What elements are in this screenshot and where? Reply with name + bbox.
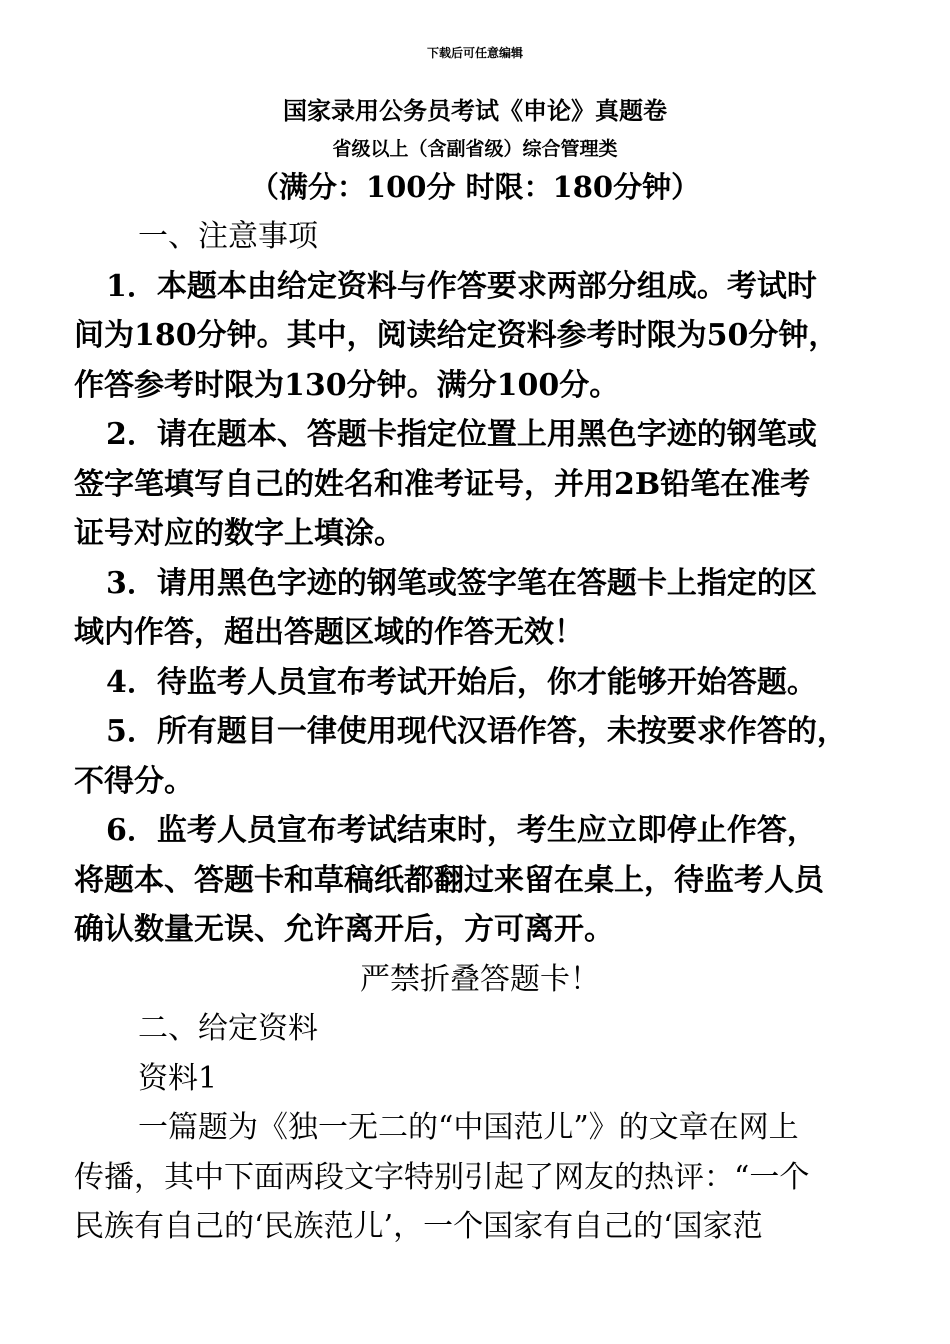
section-heading-notes: 一、注意事项 (138, 219, 318, 254)
notice-item-6-line-1: 6．监考人员宣布考试结束时，考生应立即停止作答， (106, 813, 817, 848)
notice-item-1-line-1: 1．本题本由给定资料与作答要求两部分组成。考试时 (106, 268, 817, 304)
notice-item-6-line-3: 确认数量无误、允许离开后，方可离开。 (74, 912, 614, 947)
material-paragraph-line-1: 一篇题为《独一无二的“中国范儿”》的文章在网上 (138, 1110, 799, 1145)
notice-item-1-line-2: 间为180分钟。其中，阅读给定资料参考时限为50分钟， (74, 318, 839, 353)
exam-subtitle: 省级以上（含副省级）综合管理类 (332, 138, 618, 160)
exam-title: 国家录用公务员考试《申论》真题卷 (283, 96, 667, 125)
score-time-limit: （满分：100分 时限：180分钟） (249, 170, 701, 204)
notice-item-2-line-2: 签字笔填写自己的姓名和准考证号，并用2B铅笔在准考 (74, 466, 811, 502)
notice-item-2-line-1: 2．请在题本、答题卡指定位置上用黑色字迹的钢笔或 (106, 417, 817, 452)
material-title: 资料1 (138, 1060, 218, 1096)
notice-item-3-line-2: 域内作答，超出答题区域的作答无效！ (74, 615, 584, 650)
notice-item-1-line-3: 作答参考时限为130分钟。满分100分。 (74, 367, 620, 403)
material-paragraph-line-2: 传播，其中下面两段文字特别引起了网友的热评：“一个 (74, 1159, 810, 1195)
material-paragraph-line-3: 民族有自己的‘民族范儿’，一个国家有自己的‘国家范 (74, 1209, 763, 1244)
notice-item-2-line-3: 证号对应的数字上填涂。 (74, 516, 404, 551)
section-heading-materials: 二、给定资料 (138, 1011, 318, 1046)
notice-item-3-line-1: 3．请用黑色字迹的钢笔或签字笔在答题卡上指定的区 (106, 565, 817, 601)
header-note: 下载后可任意编辑 (426, 46, 523, 60)
document-body (74, 212, 886, 1252)
notice-item-6-line-2: 将题本、答题卡和草稿纸都翻过来留在桌上，待监考人员 (74, 862, 824, 898)
notice-item-5-line-1: 5．所有题目一律使用现代汉语作答，未按要求作答的， (106, 714, 847, 749)
warning-text: 严禁折叠答题卡！ (360, 961, 600, 997)
notice-item-5-line-2: 不得分。 (74, 763, 194, 799)
notice-item-4-line-1: 4．待监考人员宣布考试开始后，你才能够开始答题。 (106, 664, 817, 700)
